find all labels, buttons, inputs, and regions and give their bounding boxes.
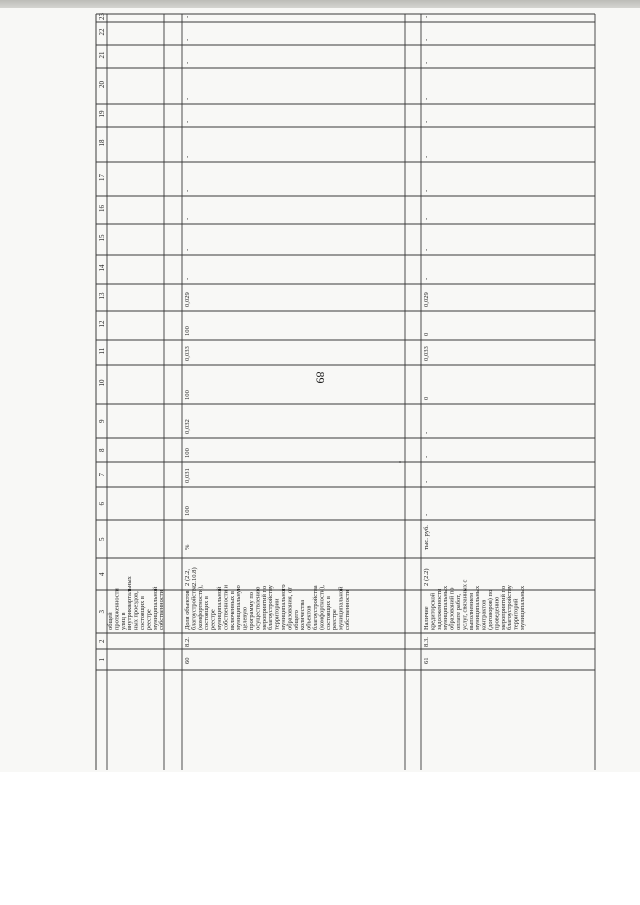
row-description-line: контрактов bbox=[480, 599, 488, 630]
row-description-line: количества bbox=[299, 599, 307, 630]
row-description-line: муниципальной bbox=[337, 586, 345, 630]
row-value-col-12: 0 bbox=[423, 332, 430, 336]
column-header-7: 7 bbox=[98, 473, 106, 477]
row-unit: % bbox=[184, 544, 191, 550]
row-code: 8.2. bbox=[184, 637, 191, 647]
continued-description-line: реестре bbox=[145, 609, 153, 630]
continued-description-line: улиц в bbox=[119, 612, 127, 630]
column-header-15: 15 bbox=[98, 234, 106, 242]
row-description-line: благоустройства bbox=[312, 585, 319, 630]
column-header-4: 4 bbox=[98, 572, 106, 576]
row-formula: 2 (2.2, bbox=[184, 568, 191, 586]
row-description-line: выполнением bbox=[467, 592, 475, 630]
row-description-line: оплате работ, bbox=[455, 593, 462, 630]
row-description-line: благоустройства bbox=[190, 585, 198, 630]
row-description-line: Доля объектов bbox=[184, 590, 191, 630]
row-value-col-10: 0 bbox=[423, 396, 430, 400]
row-description-line: муниципальных bbox=[519, 585, 526, 630]
row-value-col-13: 0,029 bbox=[423, 292, 430, 307]
row-description-line: объектов bbox=[305, 605, 313, 630]
row-description-line: услуг, связанных с bbox=[461, 579, 469, 630]
row-value-col-13: 0,029 bbox=[184, 292, 191, 307]
column-header-23: 23 bbox=[98, 13, 106, 20]
column-header-14: 14 bbox=[98, 264, 106, 272]
row-value-col-17: - bbox=[184, 189, 191, 192]
row-value-col-15: - bbox=[184, 248, 191, 251]
row-value-col-6: - bbox=[423, 513, 430, 516]
continued-description-line: протяженности bbox=[113, 588, 121, 630]
column-header-20: 20 bbox=[98, 81, 106, 88]
continued-description-line: общей bbox=[107, 612, 114, 630]
row-value-col-21: - bbox=[423, 61, 430, 64]
row-unit: тыс. руб. bbox=[423, 525, 430, 550]
row-description-line: благоустройству bbox=[506, 585, 514, 630]
column-header-5: 5 bbox=[98, 537, 106, 541]
row-number: 60 bbox=[184, 657, 191, 664]
row-description-line: Наличие bbox=[423, 606, 430, 630]
row-description-line: целевую bbox=[241, 606, 249, 630]
row-description-line: мероприятий по bbox=[260, 585, 268, 630]
row-description-line: кредиторской bbox=[429, 592, 437, 630]
column-header-13: 13 bbox=[98, 292, 106, 300]
column-header-9: 9 bbox=[98, 419, 106, 423]
row-description-line: муниципальных bbox=[474, 585, 482, 630]
column-header-6: 6 bbox=[98, 502, 106, 506]
row-value-col-23: - bbox=[423, 15, 430, 18]
row-value-col-14: - bbox=[184, 277, 191, 280]
row-description-line: благоустройству bbox=[267, 585, 275, 630]
row-value-col-22: - bbox=[423, 38, 430, 41]
row-description-line: (комфортности), bbox=[196, 585, 204, 630]
column-header-18: 18 bbox=[98, 139, 106, 147]
row-value-col-11: 0,033 bbox=[423, 346, 430, 361]
row-value-col-14: - bbox=[423, 277, 430, 280]
scan-speck bbox=[399, 461, 401, 463]
row-description-line: проведению bbox=[493, 596, 501, 630]
row-code: 8.3. bbox=[423, 637, 430, 647]
row-value-col-7: - bbox=[423, 480, 430, 483]
row-value-col-10: 100 bbox=[184, 390, 191, 400]
row-value-col-18: - bbox=[423, 155, 430, 158]
row-number: 61 bbox=[423, 657, 430, 664]
continued-description-line: ных проездов, bbox=[132, 591, 140, 630]
table-grid bbox=[96, 14, 595, 770]
row-value-col-11: 0,033 bbox=[184, 346, 191, 361]
row-description-line: муниципальной bbox=[216, 586, 223, 630]
row-description-line: собственности и bbox=[222, 585, 230, 630]
row-description-line: территорий bbox=[512, 598, 520, 630]
row-value-col-23: - bbox=[184, 15, 191, 18]
page-number: 89 bbox=[313, 371, 328, 384]
row-value-col-20: - bbox=[423, 97, 430, 100]
row-value-col-12: 100 bbox=[184, 326, 191, 336]
column-header-1: 1 bbox=[98, 658, 106, 662]
row-value-col-16: - bbox=[423, 217, 430, 220]
continued-description-line: муниципальной bbox=[151, 586, 159, 630]
row-value-col-20: - bbox=[184, 97, 191, 100]
row-value-col-16: - bbox=[184, 217, 191, 220]
row-description-line: состоящих в bbox=[203, 596, 211, 630]
row-description-line: муниципального bbox=[280, 584, 287, 630]
row-value-col-9: - bbox=[423, 431, 430, 434]
row-description-line: (комфортности), bbox=[318, 585, 326, 630]
column-header-17: 17 bbox=[98, 174, 106, 181]
row-description-line: территории bbox=[273, 598, 281, 630]
row-description-line: муниципальных bbox=[442, 585, 450, 630]
row-description-line: муниципальную bbox=[235, 585, 243, 630]
row-value-col-9: 0,032 bbox=[184, 419, 191, 434]
column-header-10: 10 bbox=[98, 379, 106, 387]
continued-description-line: собственности bbox=[158, 590, 166, 630]
column-header-3: 3 bbox=[98, 610, 106, 614]
row-description-line: задолженности bbox=[435, 588, 443, 630]
row-description-line: включенных в bbox=[228, 591, 236, 630]
row-description-line: (договоров) по bbox=[487, 589, 494, 630]
column-header-12: 12 bbox=[98, 320, 106, 328]
row-description-line: мероприятий по bbox=[499, 585, 507, 630]
column-header-19: 19 bbox=[98, 110, 106, 118]
column-header-22: 22 bbox=[98, 28, 106, 36]
row-value-col-6: 100 bbox=[184, 506, 191, 516]
row-description-line: реестре bbox=[331, 609, 339, 630]
column-header-11: 11 bbox=[98, 347, 106, 355]
row-value-col-7: 0,031 bbox=[184, 468, 191, 483]
row-description-line: образования, от bbox=[286, 587, 294, 630]
column-header-2: 2 bbox=[98, 639, 106, 643]
row-value-col-21: - bbox=[184, 61, 191, 64]
row-value-col-17: - bbox=[423, 189, 430, 192]
row-value-col-18: - bbox=[184, 155, 191, 158]
row-formula: 2.10.8) bbox=[191, 567, 198, 586]
row-value-col-8: - bbox=[423, 455, 430, 458]
page-bottom-blank bbox=[0, 772, 640, 905]
row-value-col-15: - bbox=[423, 248, 430, 251]
row-value-col-22: - bbox=[184, 38, 191, 41]
row-value-col-19: - bbox=[184, 120, 191, 123]
row-value-col-19: - bbox=[423, 120, 430, 123]
row-formula: 2 (2.2) bbox=[423, 568, 430, 586]
column-header-21: 21 bbox=[98, 51, 106, 59]
row-description-line: собственности bbox=[344, 590, 351, 630]
column-header-8: 8 bbox=[98, 448, 106, 452]
row-description-line: образований по bbox=[448, 587, 456, 630]
row-description-line: состоящих в bbox=[324, 596, 332, 630]
row-description-line: осуществлению bbox=[254, 586, 262, 630]
continued-description-line: внутриквартальных bbox=[126, 576, 134, 630]
column-header-16: 16 bbox=[98, 205, 106, 212]
row-description-line: общего bbox=[292, 610, 300, 630]
row-description-line: программу по bbox=[248, 592, 255, 630]
row-description-line: реестре bbox=[209, 609, 217, 630]
continued-description-line: состоящих в bbox=[139, 596, 146, 630]
row-value-col-8: 100 bbox=[184, 448, 191, 458]
table-content bbox=[98, 13, 526, 665]
